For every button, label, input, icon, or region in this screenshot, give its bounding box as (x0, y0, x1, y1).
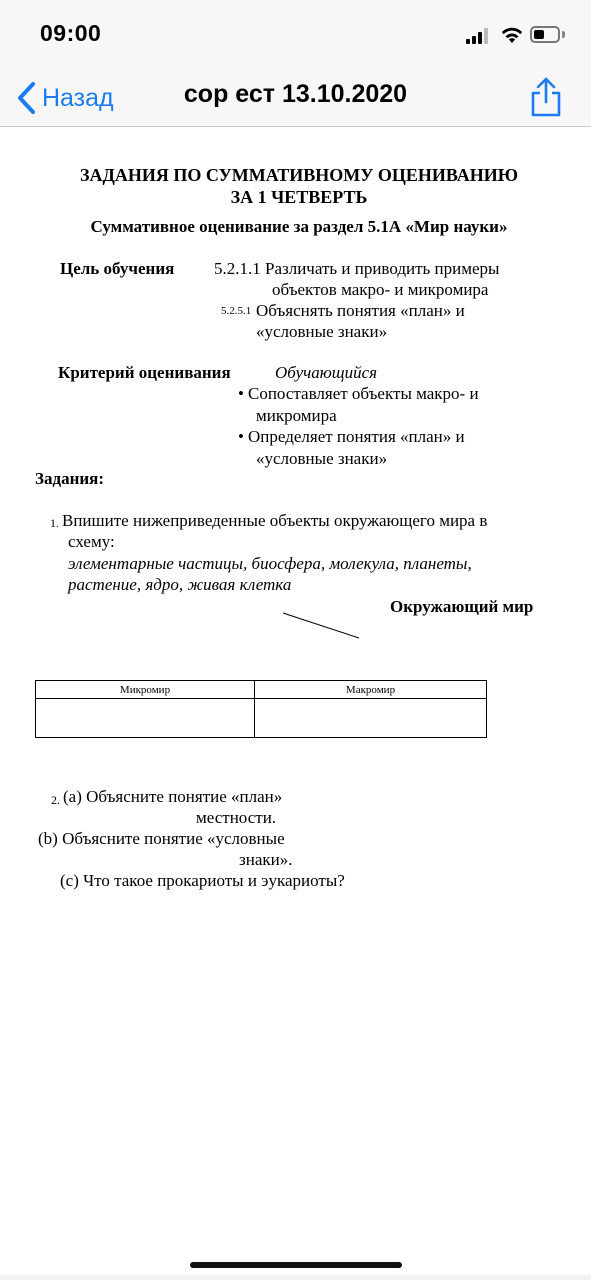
navigation-bar (0, 70, 591, 127)
criteria-bullet2-line2: «условные знаки» (256, 449, 388, 468)
objective-label: Цель обучения (60, 259, 175, 278)
objective-item1-line2: объектов макро- и микромира (272, 280, 489, 299)
task1-objects-line1: элементарные частицы, биосфера, молекула, планеты, (68, 554, 472, 573)
table-cell-micro (36, 699, 255, 738)
criteria-bullet1-line2: микромира (256, 406, 337, 425)
task2-number: 2. (51, 793, 60, 807)
task1-objects-line2: растение, ядро, живая клетка (68, 575, 292, 594)
bottom-edge (0, 1275, 591, 1280)
task2-a-line2: местности. (196, 808, 277, 827)
objective-item2-line2: «условные знаки» (256, 322, 388, 341)
chevron-left-icon (14, 80, 38, 116)
task1-number: 1. (50, 516, 59, 530)
task1-line2: схему: (68, 532, 115, 551)
battery-cap (562, 31, 565, 38)
criteria-bullet2-marker: • (238, 427, 244, 446)
back-label: Назад (42, 83, 114, 112)
objective-item2-code: 5.2.5.1 (221, 305, 252, 317)
criteria-bullet2-line1: Определяет понятия «план» и (248, 427, 465, 446)
table-header-micro: Микромир (36, 681, 255, 699)
document-view[interactable] (0, 127, 591, 1237)
doc-heading-line1: ЗАДАНИЯ ПО СУММАТИВНОМУ ОЦЕНИВАНИЮ (79, 165, 519, 185)
page-title: сор ест 13.10.2020 (183, 80, 408, 108)
task2-b-line2: знаки». (239, 850, 293, 869)
table-cell-macro (255, 699, 487, 738)
objective-item2-line1: Объяснять понятия «план» и (256, 301, 465, 320)
criteria-bullet1-marker: • (238, 384, 244, 403)
status-bar (0, 0, 591, 70)
task2-c-line: (c) Что такое прокариоты и эукариоты? (60, 871, 345, 890)
home-indicator[interactable] (190, 1262, 402, 1268)
task2-b-line1: (b) Объясните понятие «условные (38, 829, 285, 848)
status-time: 09:00 (40, 20, 102, 46)
objective-item1-line1: 5.2.1.1 Различать и приводить примеры (214, 259, 500, 278)
tasks-label: Задания: (35, 469, 105, 488)
doc-heading-line2: ЗА 1 ЧЕТВЕРТЬ (230, 187, 368, 207)
cellular-signal-icon (466, 28, 492, 44)
wifi-icon (500, 25, 524, 45)
criteria-label: Критерий оценивания (58, 363, 231, 382)
micro-macro-table (35, 680, 487, 738)
criteria-learner: Обучающийся (275, 363, 378, 382)
diagram-connector-line (280, 611, 362, 641)
diagram-title: Окружающий мир (390, 597, 534, 616)
share-icon[interactable] (528, 76, 564, 118)
task2-a-line1: (a) Объясните понятие «план» (63, 787, 283, 806)
doc-subheading: Суммативное оценивание за раздел 5.1А «Мир науки» (90, 217, 508, 236)
back-button[interactable] (14, 78, 114, 118)
task1-line1: Впишите нижеприведенные объекты окружающего мира в (62, 511, 488, 530)
criteria-bullet1-line1: Сопоставляет объекты макро- и (248, 384, 479, 403)
table-header-macro: Макромир (255, 681, 487, 699)
battery-icon (530, 26, 560, 43)
